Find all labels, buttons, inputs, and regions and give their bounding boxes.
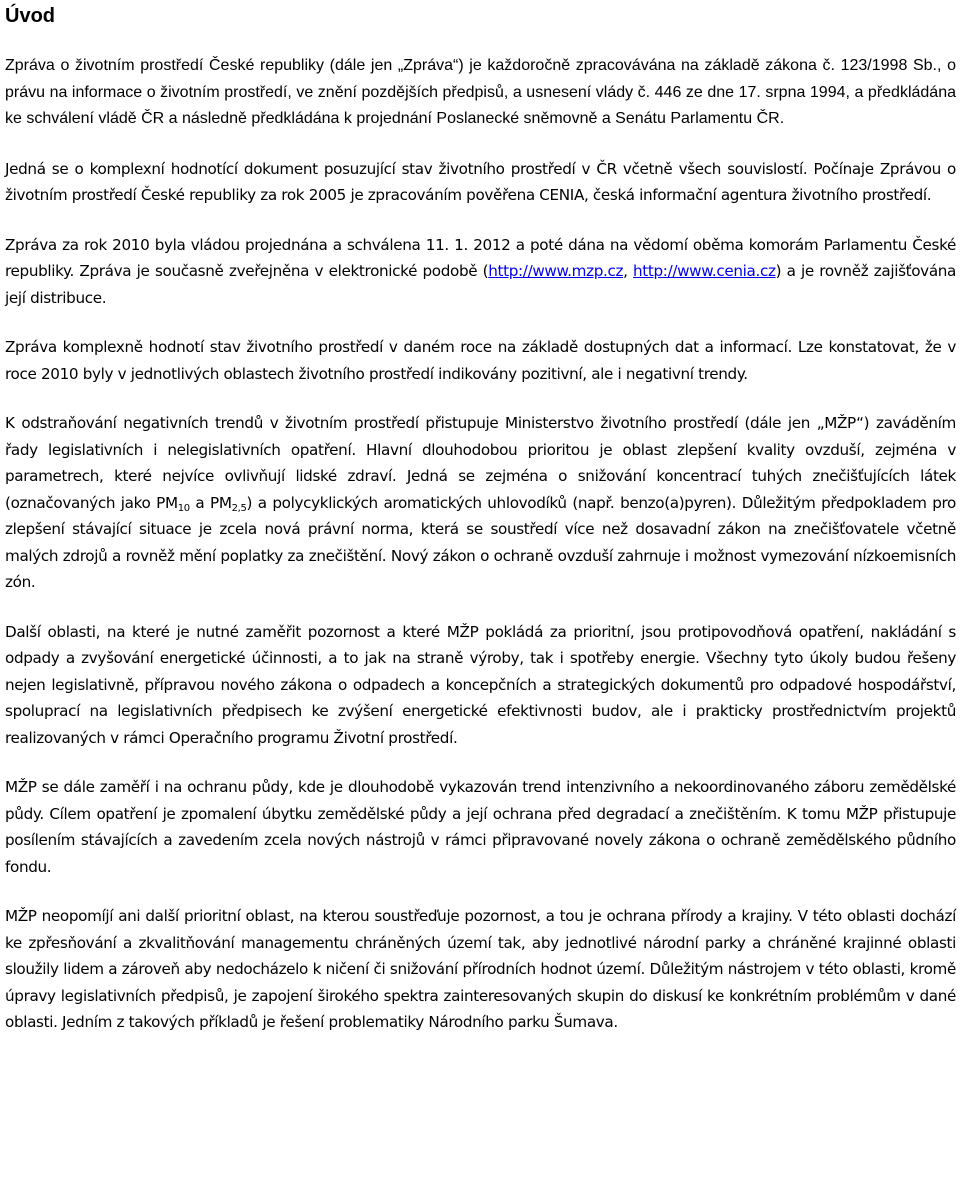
pm10-subscript: 10 xyxy=(177,502,190,514)
pm25-subscript: 2,5 xyxy=(231,502,247,514)
paragraph-priority-areas: Další oblasti, na které je nutné zaměřit pozornost a které MŽP pokládá za prioritní, jsou protipovodňová opatření, nakládání s odpady a zvyšování energetické účinnosti, a to jak na straně výroby, tak i spotřeby energie. Všechny tyto úkoly budou řešeny nejen legislativně, přípravou nového zákona o odpadech a koncepčních a strategických dokumentů pro odpadové hospodářství, spoluprací na legislativních předpisech ke zvýšení energetické efektivnosti budov, ale i prakticky prostřednictvím projektů realizovaných v rámci Operačního programu Životní prostředí. xyxy=(5,622,956,747)
paragraph-nature-protection: MŽP neopomíjí ani další prioritní oblast, na kterou soustřeďuje pozornost, a tou je ochrana přírody a krajiny. V této oblasti dochází ke zpřesňování a zkvalitňování managementu chráněných území tak, aby jednotlivé národní parky a chráněné krajinné oblasti sloužily lidem a zároveň aby nedocházelo k ničení či snižování přírodních hodnot území. Důležitým nástrojem v této oblasti, kromě úpravy legislativních předpisů, je zapojení širokého spektra zainteresovaných skupin do diskusí ke konkrétním problémům v dané oblasti. Jedním z takových příkladů je řešení problematiky Národního parku Šumava. xyxy=(5,907,956,1031)
mzp-link[interactable]: http://www.mzp.cz xyxy=(488,262,624,280)
air-quality-text: K odstraňování negativních trendů v životním prostředí přistupuje Ministerstvo životního prostředí (dále jen „MŽP“) zaváděním řady legislativních i nelegislativních opatření. Hlavní dlouhodobou prioritou je oblast zlepšení kvality ovzduší, zejména v parametrech, které nejvíce ovlivňují lidské zdraví. Jedná se zejména o snižování koncentrací tuhých znečišťujících látek (označovaných jako PM xyxy=(5,414,956,512)
air-quality-text-end: ) a polycyklických aromatických uhlovodíků (např. benzo(a)pyren). Důležitým předpokladem pro zlepšení stávající situace je zcela nová právní norma, která se soustředí více než dosavadní zákon na znečišťovatele včetně malých zdrojů a rovněž mění poplatky za znečištění. Nový zákon o ochraně ovzduší zahrnuje i možnost vymezování nízkoemisních zón. xyxy=(5,493,956,591)
section-heading: Úvod xyxy=(5,5,55,27)
paragraph-approval xyxy=(5,232,956,312)
paragraph-soil-protection: MŽP se dále zaměří i na ochranu půdy, kde je dlouhodobě vykazován trend intenzivního a nekoordinovaného záboru zemědělské půdy. Cílem opatření je zpomalení úbytku zemědělské půdy a její ochrana před degradací a znečištěním. K tomu MŽP přistupuje posílením stávajících a zavedením zcela nových nástrojů v rámci připravované novely zákona o ochraně zemědělského půdního fondu. xyxy=(5,778,956,876)
approval-text: Zpráva za rok 2010 byla vládou projednána a schválena 11. 1. 2012 a poté dána na vědomí oběma komorám Parlamentu České republiky. Zpráva je současně zveřejněna v elektronické podobě ( xyxy=(5,235,956,280)
document-page xyxy=(5,0,956,1036)
paragraph-air-quality xyxy=(5,410,956,596)
paragraph-document-description: Jedná se o komplexní hodnotící dokument posuzující stav životního prostředí v ČR včetně všech souvislostí. Počínaje Zprávou o životním prostředí České republiky za rok 2005 je zpracováním pověřena CENIA, česká informační agentura životního prostředí. xyxy=(5,159,956,204)
paragraph-report-intro: Zpráva o životním prostředí České republiky (dále jen „Zpráva“) je každoročně zpracovávána na základě zákona č. 123/1998 Sb., o právu na informace o životním prostředí, ve znění pozdějších předpisů, a usnesení vlády č. 446 ze dne 17. srpna 1994, a předkládána ke schválení vládě ČR a následně předkládána k projednání Poslanecké sněmovně a Senátu Parlamentu ČR. xyxy=(5,57,956,127)
air-quality-text-mid: a PM xyxy=(189,493,232,512)
cenia-link[interactable]: http://www.cenia.cz xyxy=(633,262,776,280)
paragraph-trends: Zpráva komplexně hodnotí stav životního prostředí v daném roce na základě dostupných dat a informací. Lze konstatovat, že v roce 2010 byly v jednotlivých oblastech životního prostředí indikovány pozitivní, ale i negativní trendy. xyxy=(5,338,956,383)
approval-text-end: ) a je rovněž zajišťována její distribuce. xyxy=(5,262,957,307)
link-separator: , xyxy=(623,262,634,280)
